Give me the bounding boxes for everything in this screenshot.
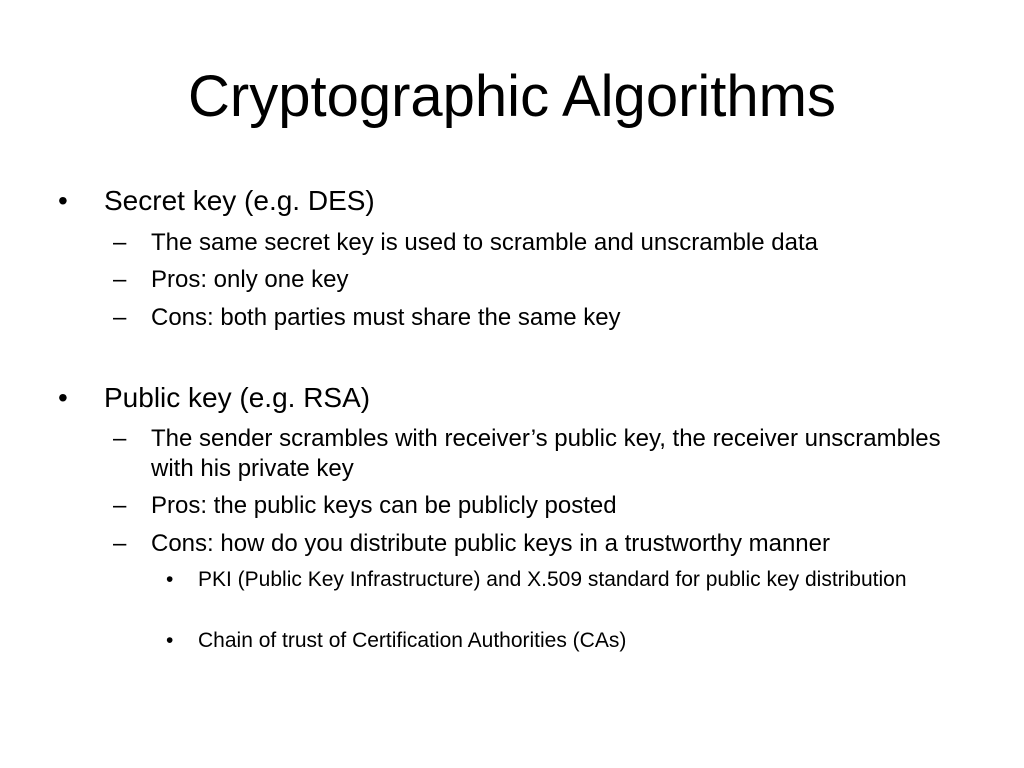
public-key-item-1: The sender scrambles with receiver’s public key, the receiver unscrambles with his private key <box>151 425 941 482</box>
dash-icon: – <box>113 266 127 293</box>
dash-icon: – <box>113 492 127 519</box>
sub-bullet-icon: • <box>166 568 174 591</box>
slide-title: Cryptographic Algorithms <box>188 64 836 129</box>
public-key-item-3: Cons: how do you distribute public keys in a trustworthy manner <box>151 530 830 557</box>
secret-key-item-1: The same secret key is used to scramble and unscramble data <box>151 229 818 256</box>
public-key-subitem-2: Chain of trust of Certification Authorities (CAs) <box>198 629 627 652</box>
section-heading-public-key: Public key (e.g. RSA) <box>104 382 371 413</box>
dash-icon: – <box>113 530 127 557</box>
bullet-icon: • <box>58 185 68 216</box>
sub-bullet-icon: • <box>166 629 174 652</box>
dash-icon: – <box>113 304 127 331</box>
public-key-item-2: Pros: the public keys can be publicly posted <box>151 492 617 519</box>
dash-icon: – <box>113 229 127 256</box>
dash-icon: – <box>113 425 127 452</box>
public-key-subitem-1: PKI (Public Key Infrastructure) and X.509 standard for public key distribution <box>198 568 907 591</box>
bullet-icon: • <box>58 382 68 413</box>
section-heading-secret-key: Secret key (e.g. DES) <box>104 185 375 216</box>
secret-key-item-3: Cons: both parties must share the same key <box>151 304 621 331</box>
secret-key-item-2: Pros: only one key <box>151 266 349 293</box>
